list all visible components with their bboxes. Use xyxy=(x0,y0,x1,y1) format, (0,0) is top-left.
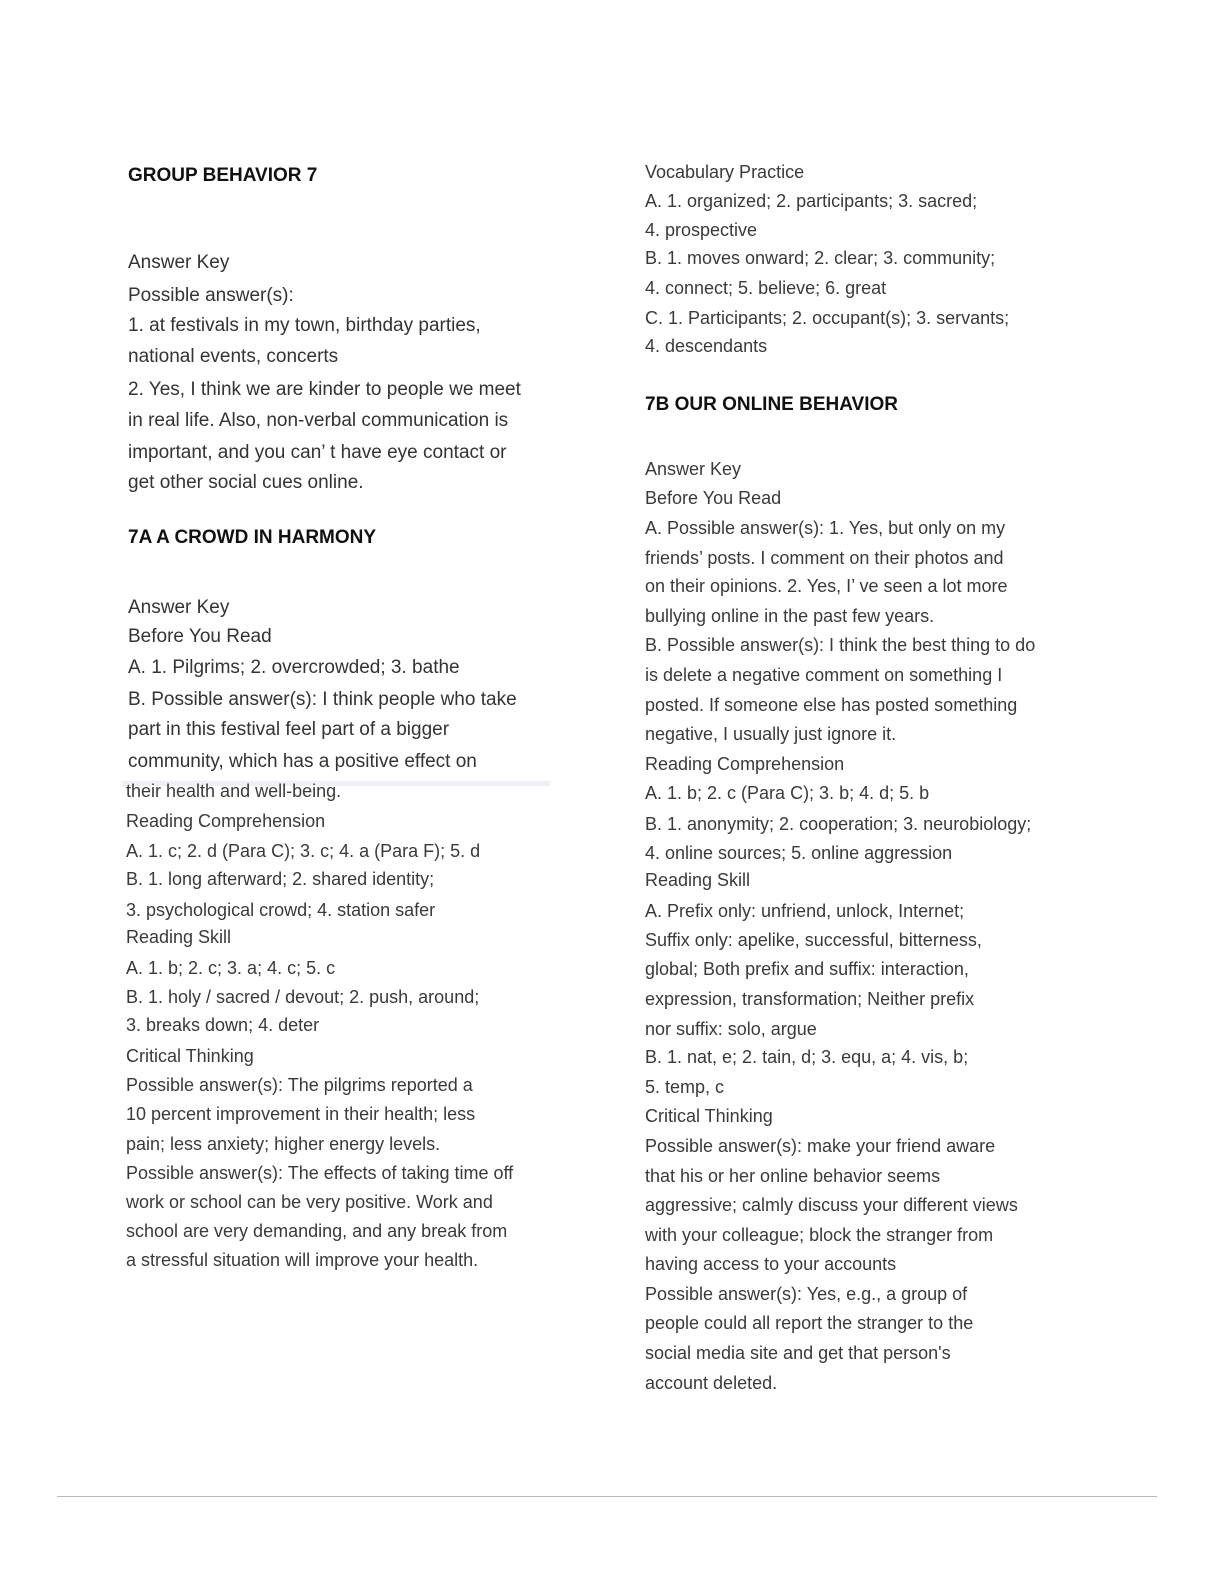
answer-line: B. 1. moves onward; 2. clear; 3. community; xyxy=(645,248,996,268)
answer-line: 4. descendants xyxy=(645,336,768,356)
answer-line: 10 percent improvement in their health; less xyxy=(126,1104,476,1124)
answer-line: B. 1. anonymity; 2. cooperation; 3. neurobiology; xyxy=(645,814,1032,834)
answer-line: Possible answer(s): The pilgrims reported a xyxy=(126,1075,473,1095)
answer-line: national events, concerts xyxy=(128,346,339,367)
answer-line: people could all report the stranger to the xyxy=(645,1313,974,1333)
subsection-heading: Critical Thinking xyxy=(126,1046,254,1066)
answer-line: A. 1. b; 2. c; 3. a; 4. c; 5. c xyxy=(126,958,336,978)
answer-line: is delete a negative comment on something I xyxy=(645,665,1003,685)
answer-line: account deleted. xyxy=(645,1373,778,1393)
answer-line: A. 1. c; 2. d (Para C); 3. c; 4. a (Para F); 5. d xyxy=(126,841,481,861)
subsection-heading: Before You Read xyxy=(128,626,272,647)
answer-line: Possible answer(s): make your friend aware xyxy=(645,1136,996,1156)
answer-line: bullying online in the past few years. xyxy=(645,606,935,626)
answer-line: A. 1. organized; 2. participants; 3. sacred; xyxy=(645,191,978,211)
answer-line: Suffix only: apelike, successful, bitterness, xyxy=(645,930,982,950)
answer-line: 3. psychological crowd; 4. station safer xyxy=(126,900,436,920)
answer-line: 4. prospective xyxy=(645,220,758,240)
answer-line: 4. online sources; 5. online aggression xyxy=(645,843,953,863)
subsection-heading: Before You Read xyxy=(645,488,782,508)
footer-divider xyxy=(57,1496,1157,1497)
subsection-heading: Reading Skill xyxy=(126,927,232,947)
answer-line: a stressful situation will improve your health. xyxy=(126,1250,479,1270)
answer-line: posted. If someone else has posted something xyxy=(645,695,1018,715)
answer-line: Possible answer(s): Yes, e.g., a group of xyxy=(645,1284,968,1304)
answer-line: B. 1. long afterward; 2. shared identity; xyxy=(126,869,435,889)
possible-answers-label: Possible answer(s): xyxy=(128,285,294,306)
answer-line: C. 1. Participants; 2. occupant(s); 3. servants; xyxy=(645,308,1010,328)
answer-line: friends’ posts. I comment on their photos and xyxy=(645,548,1004,568)
answer-line: community, which has a positive effect on xyxy=(128,751,477,772)
answer-line: Possible answer(s): The effects of taking time off xyxy=(126,1163,514,1183)
answer-line: A. 1. Pilgrims; 2. overcrowded; 3. bathe xyxy=(128,657,460,678)
page-title: GROUP BEHAVIOR 7 xyxy=(128,165,318,186)
subsection-heading: Reading Comprehension xyxy=(126,811,326,831)
answer-line: expression, transformation; Neither prefix xyxy=(645,989,975,1009)
answer-line: 5. temp, c xyxy=(645,1077,725,1097)
answer-line: in real life. Also, non-verbal communication is xyxy=(128,410,509,431)
answer-line: school are very demanding, and any break from xyxy=(126,1221,508,1241)
answer-line: B. 1. nat, e; 2. tain, d; 3. equ, a; 4. vis, b; xyxy=(645,1047,969,1067)
answer-line: having access to your accounts xyxy=(645,1254,897,1274)
answer-line: A. Possible answer(s): 1. Yes, but only on my xyxy=(645,518,1006,538)
subsection-heading: Reading Skill xyxy=(645,870,751,890)
answer-line: social media site and get that person's xyxy=(645,1343,951,1363)
answer-line: negative, I usually just ignore it. xyxy=(645,724,897,744)
answer-line: A. Prefix only: unfriend, unlock, Internet; xyxy=(645,901,965,921)
answer-line: pain; less anxiety; higher energy levels. xyxy=(126,1134,441,1154)
section-heading-7a: 7A A CROWD IN HARMONY xyxy=(128,527,377,548)
answer-line: with your colleague; block the stranger from xyxy=(645,1225,994,1245)
answer-key-heading: Answer Key xyxy=(128,252,230,273)
answer-line: B. Possible answer(s): I think people who take xyxy=(128,689,517,710)
answer-line: work or school can be very positive. Work and xyxy=(126,1192,493,1212)
subsection-heading: Vocabulary Practice xyxy=(645,162,805,182)
answer-line: 3. breaks down; 4. deter xyxy=(126,1015,320,1035)
answer-line: global; Both prefix and suffix: interaction, xyxy=(645,959,969,979)
answer-key-heading: Answer Key xyxy=(645,459,742,479)
answer-line: their health and well-being. xyxy=(126,781,342,801)
answer-line: aggressive; calmly discuss your different views xyxy=(645,1195,1018,1215)
answer-line: nor suffix: solo, argue xyxy=(645,1019,817,1039)
subsection-heading: Critical Thinking xyxy=(645,1106,773,1126)
answer-line: B. Possible answer(s): I think the best thing to do xyxy=(645,635,1036,655)
answer-line: important, and you can’ t have eye contact or xyxy=(128,442,507,463)
answer-line: B. 1. holy / sacred / devout; 2. push, around; xyxy=(126,987,480,1007)
section-heading-7b: 7B OUR ONLINE BEHAVIOR xyxy=(645,394,899,415)
answer-line: 2. Yes, I think we are kinder to people we meet xyxy=(128,379,521,400)
answer-key-heading: Answer Key xyxy=(128,597,230,618)
answer-line: get other social cues online. xyxy=(128,472,364,493)
subsection-heading: Reading Comprehension xyxy=(645,754,845,774)
answer-line: part in this festival feel part of a bigger xyxy=(128,719,450,740)
answer-line: A. 1. b; 2. c (Para C); 3. b; 4. d; 5. b xyxy=(645,783,930,803)
answer-line: 1. at festivals in my town, birthday parties, xyxy=(128,315,481,336)
answer-line: on their opinions. 2. Yes, I’ ve seen a lot more xyxy=(645,576,1008,596)
answer-line: that his or her online behavior seems xyxy=(645,1166,941,1186)
answer-line: 4. connect; 5. believe; 6. great xyxy=(645,278,887,298)
